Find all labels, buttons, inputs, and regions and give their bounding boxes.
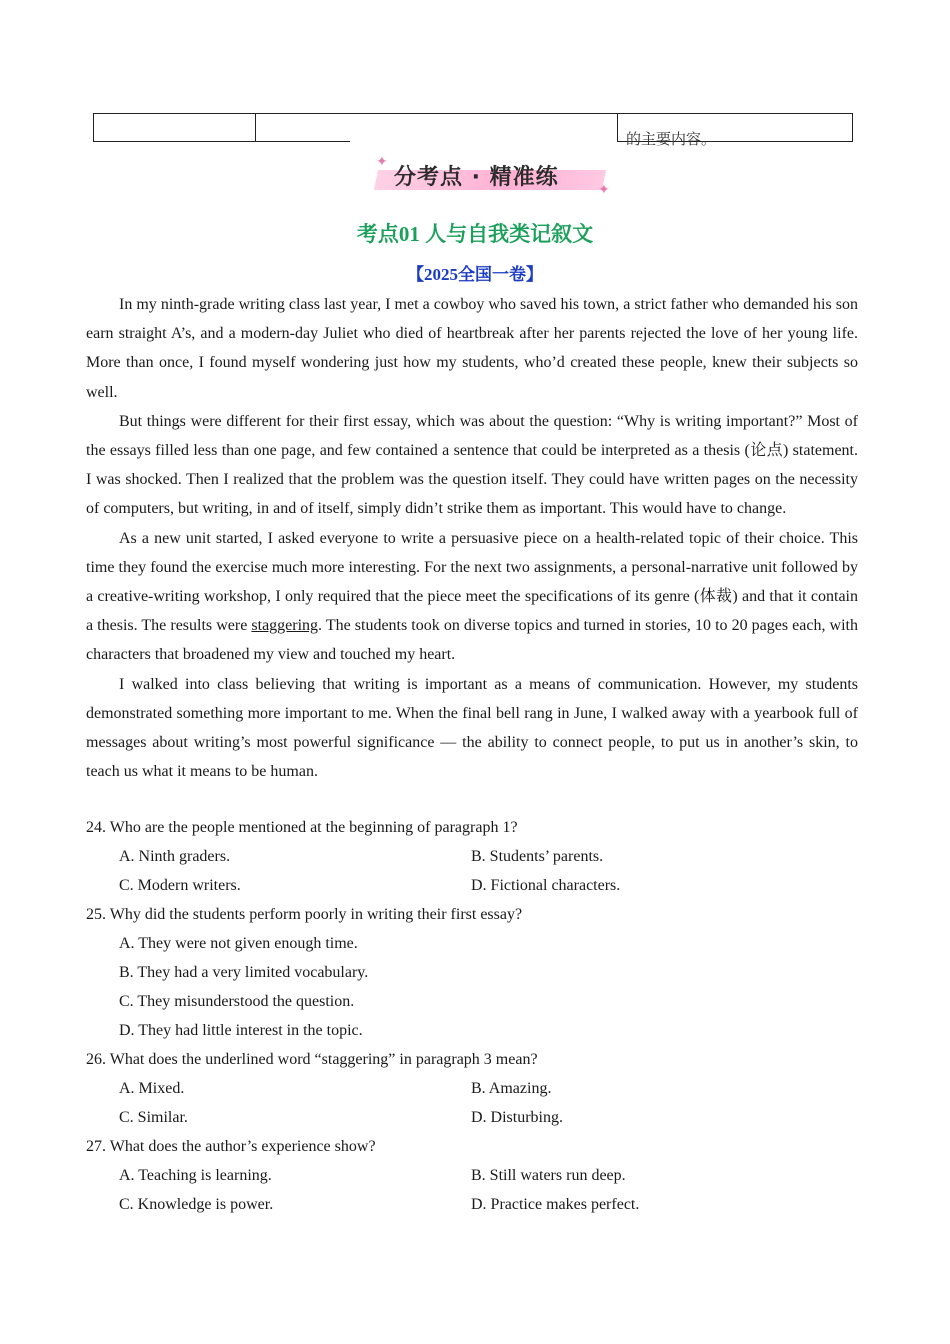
answer-option[interactable]: A. Mixed. bbox=[119, 1080, 185, 1097]
answer-option[interactable]: D. Disturbing. bbox=[471, 1109, 563, 1126]
answer-option[interactable]: C. Similar. bbox=[119, 1109, 188, 1126]
table-cell bbox=[255, 113, 618, 142]
answer-option[interactable]: C. Knowledge is power. bbox=[119, 1196, 274, 1213]
exam-source: 【2025全国一卷】 bbox=[407, 265, 543, 284]
sparkle-icon: ✦ bbox=[598, 183, 610, 198]
header-table bbox=[93, 113, 853, 148]
paragraph-1: In my ninth-grade writing class last year, I met a cowboy who saved his town, a strict father who demanded his son earn straight A’s, and a modern-day Juliet who died of heartbreak after her parents rejected the love of her young life. More than once, I found myself wondering just how my students, who’d created these people, knew their subjects so well. bbox=[86, 296, 858, 401]
answer-option[interactable]: C. Modern writers. bbox=[119, 877, 241, 894]
table-cell-text: 的主要内容。 bbox=[626, 132, 717, 148]
table-cell bbox=[93, 113, 256, 142]
answer-option[interactable]: D. Practice makes perfect. bbox=[471, 1196, 640, 1213]
section-title: 考点01 人与自我类记叙文 bbox=[356, 222, 594, 246]
question-stem: 24. Who are the people mentioned at the beginning of paragraph 1? bbox=[86, 819, 518, 836]
question-stem: 27. What does the author’s experience show? bbox=[86, 1138, 376, 1155]
paragraph-3-before: As a new unit started, I asked everyone to write a persuasive piece on a health-related topic of their choice. This time they found the exercise much more interesting. For the next two assignments, a personal-narrative unit followed by a creative-writing workshop, I only required that the piece meet the specifications of its genre (体裁) and that it contain a thesis. The results were bbox=[86, 529, 858, 635]
question-stem: 26. What does the underlined word “staggering” in paragraph 3 mean? bbox=[86, 1051, 538, 1068]
answer-option[interactable]: B. Students’ parents. bbox=[471, 848, 604, 865]
answer-option[interactable]: D. They had little interest in the topic. bbox=[119, 1022, 363, 1039]
section-banner bbox=[372, 156, 612, 198]
paragraph-4: I walked into class believing that writing is important as a means of communication. However, my students demonstrated something more important to me. When the final bell rang in June, I walked away with a yearbook full of messages about writing’s most powerful significance — the ability to connect people, to put us in another’s skin, to teach us what it means to be human. bbox=[86, 675, 858, 781]
sparkle-icon: ✦ bbox=[376, 155, 388, 170]
answer-option[interactable]: B. Still waters run deep. bbox=[471, 1167, 626, 1184]
reading-passage bbox=[86, 290, 858, 786]
answer-option[interactable]: B. Amazing. bbox=[471, 1080, 552, 1097]
answer-option[interactable]: B. They had a very limited vocabulary. bbox=[119, 964, 369, 981]
table-cell-border bbox=[255, 141, 350, 142]
paragraph-2: But things were different for their first essay, which was about the question: “Why is writing important?” Most of the essays filled less than one page, and few contained a sentence that could be interpreted as a thesis (论点) statement. I was shocked. Then I realized that the problem was the question itself. They could have written pages on the necessity of computers, but writing, in and of itself, simply didn’t strike them as important. This would have to change. bbox=[86, 412, 858, 518]
paragraph-3 bbox=[86, 524, 858, 670]
underlined-word: staggering bbox=[251, 617, 319, 635]
answer-option[interactable]: D. Fictional characters. bbox=[471, 877, 621, 894]
answer-option[interactable]: C. They misunderstood the question. bbox=[119, 993, 355, 1010]
answer-option[interactable]: A. Teaching is learning. bbox=[119, 1167, 272, 1184]
banner-text: 分考点 · 精准练 bbox=[394, 165, 559, 190]
answer-option[interactable]: A. Ninth graders. bbox=[119, 848, 231, 865]
paragraph-3-after: . The students took on diverse topics and turned in stories, 10 to 20 pages each, with characters that broadened my view and touched my heart. bbox=[86, 617, 859, 664]
answer-option[interactable]: A. They were not given enough time. bbox=[119, 935, 358, 952]
table-cell bbox=[617, 113, 853, 148]
question-stem: 25. Why did the students perform poorly in writing their first essay? bbox=[86, 906, 523, 923]
